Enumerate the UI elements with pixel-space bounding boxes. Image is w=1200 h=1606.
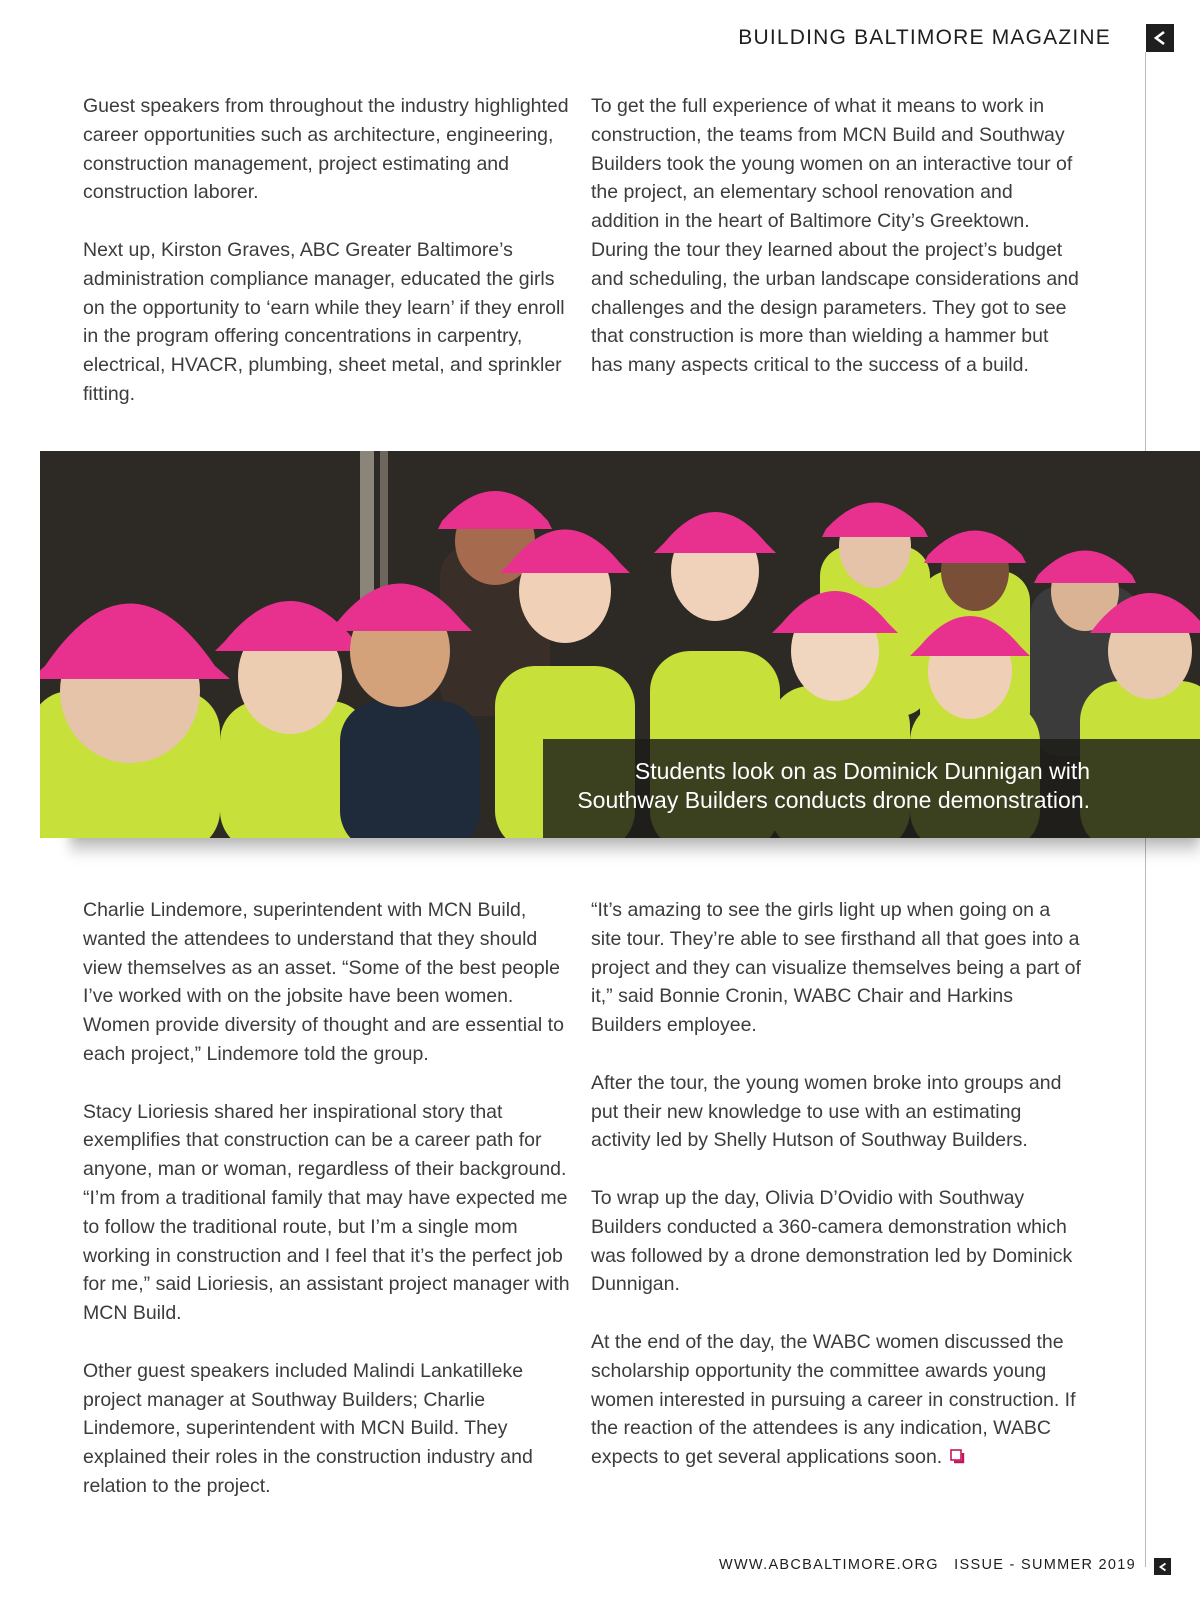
article-column-bottom-right xyxy=(591,896,1081,1501)
magazine-title: BUILDING BALTIMORE MAGAZINE xyxy=(738,26,1111,49)
chevron-left-icon xyxy=(1158,1562,1168,1572)
page-footer xyxy=(719,1557,1136,1573)
paragraph: Guest speakers from throughout the industry highlighted career opportunities such as architecture, engineering, construction management, project estimating and construction laborer. xyxy=(83,95,569,204)
paragraph: To get the full experience of what it means to work in construction, the teams from MCN Build and Southway Builders took the young women on an interactive tour of the project, an elementary school renovation and addition in the heart of Baltimore City’s Greektown. During the tour they learned about the project’s budget and scheduling, the urban landscape considerations and challenges and the design parameters. They got to see that construction is more than wielding a hammer but has many aspects critical to the success of a build. xyxy=(591,95,1079,377)
paragraph: Other guest speakers included Malindi Lankatilleke project manager at Southway Builders; Charlie Lindemore, superintendent with MCN Build. They explained their roles in the construction industry and relation to the project. xyxy=(83,1359,533,1497)
paragraph: Stacy Lioriesis shared her inspirational story that exemplifies that construction can be a career path for anyone, man or woman, regardless of their background. “I’m from a traditional family that may have expected me to follow the traditional route, but I’m a single mom working in construction and I feel that it’s the perfect job for me,” said Lioriesis, an assistant project manager with MCN Build. xyxy=(83,1100,570,1325)
footer-issue: ISSUE - SUMMER 2019 xyxy=(954,1557,1136,1573)
article-column-bottom-left xyxy=(83,896,573,1530)
photo-caption-box xyxy=(543,739,1200,838)
paragraph: To wrap up the day, Olivia D’Ovidio with Southway Builders conducted a 360-camera demonstration which was followed by a drone demonstration led by Dominick Dunnigan. xyxy=(591,1186,1073,1296)
footer-website[interactable]: WWW.ABCBALTIMORE.ORG xyxy=(718,1557,939,1573)
paragraph xyxy=(591,1328,1081,1472)
paragraph: Charlie Lindemore, superintendent with MCN Build, wanted the attendees to understand that they should view themselves as an asset. “Some of the best people I’ve worked with on the jobsite have been women. Women provide diversity of thought and are essential to each project,” Lindemore told the group. xyxy=(83,899,564,1065)
end-of-article-square-icon xyxy=(950,1449,965,1464)
chevron-left-icon xyxy=(1152,30,1168,46)
back-button[interactable] xyxy=(1146,24,1174,52)
article-column-top-right xyxy=(591,92,1081,409)
paragraph-text: At the end of the day, the WABC women discussed the scholarship opportunity the committee awards young women interested in pursuing a career in construction. If the reaction of the attendees is any indication, WABC expects to get several applications soon. xyxy=(591,1330,1076,1469)
paragraph: Next up, Kirston Graves, ABC Greater Baltimore’s administration compliance manager, educated the girls on the opportunity to ‘earn while they learn’ if they enroll in the program offering concentrations in carpentry, electrical, HVACR, plumbing, sheet metal, and sprinkler fitting. xyxy=(83,238,565,405)
paragraph: “It’s amazing to see the girls light up when going on a site tour. They’re able to see firsthand all that goes into a project and they can visualize themselves being a part of it,” said Bonnie Cronin, WABC Chair and Harkins Builders employee. xyxy=(591,899,1081,1037)
article-column-top-left xyxy=(83,92,573,438)
footer-back-button[interactable] xyxy=(1154,1558,1171,1575)
photo-caption: Students look on as Dominick Dunnigan with Southway Builders conducts drone demonstration. xyxy=(577,758,1090,813)
paragraph: After the tour, the young women broke into groups and put their new knowledge to use with an estimating activity led by Shelly Hutson of Southway Builders. xyxy=(591,1071,1062,1152)
